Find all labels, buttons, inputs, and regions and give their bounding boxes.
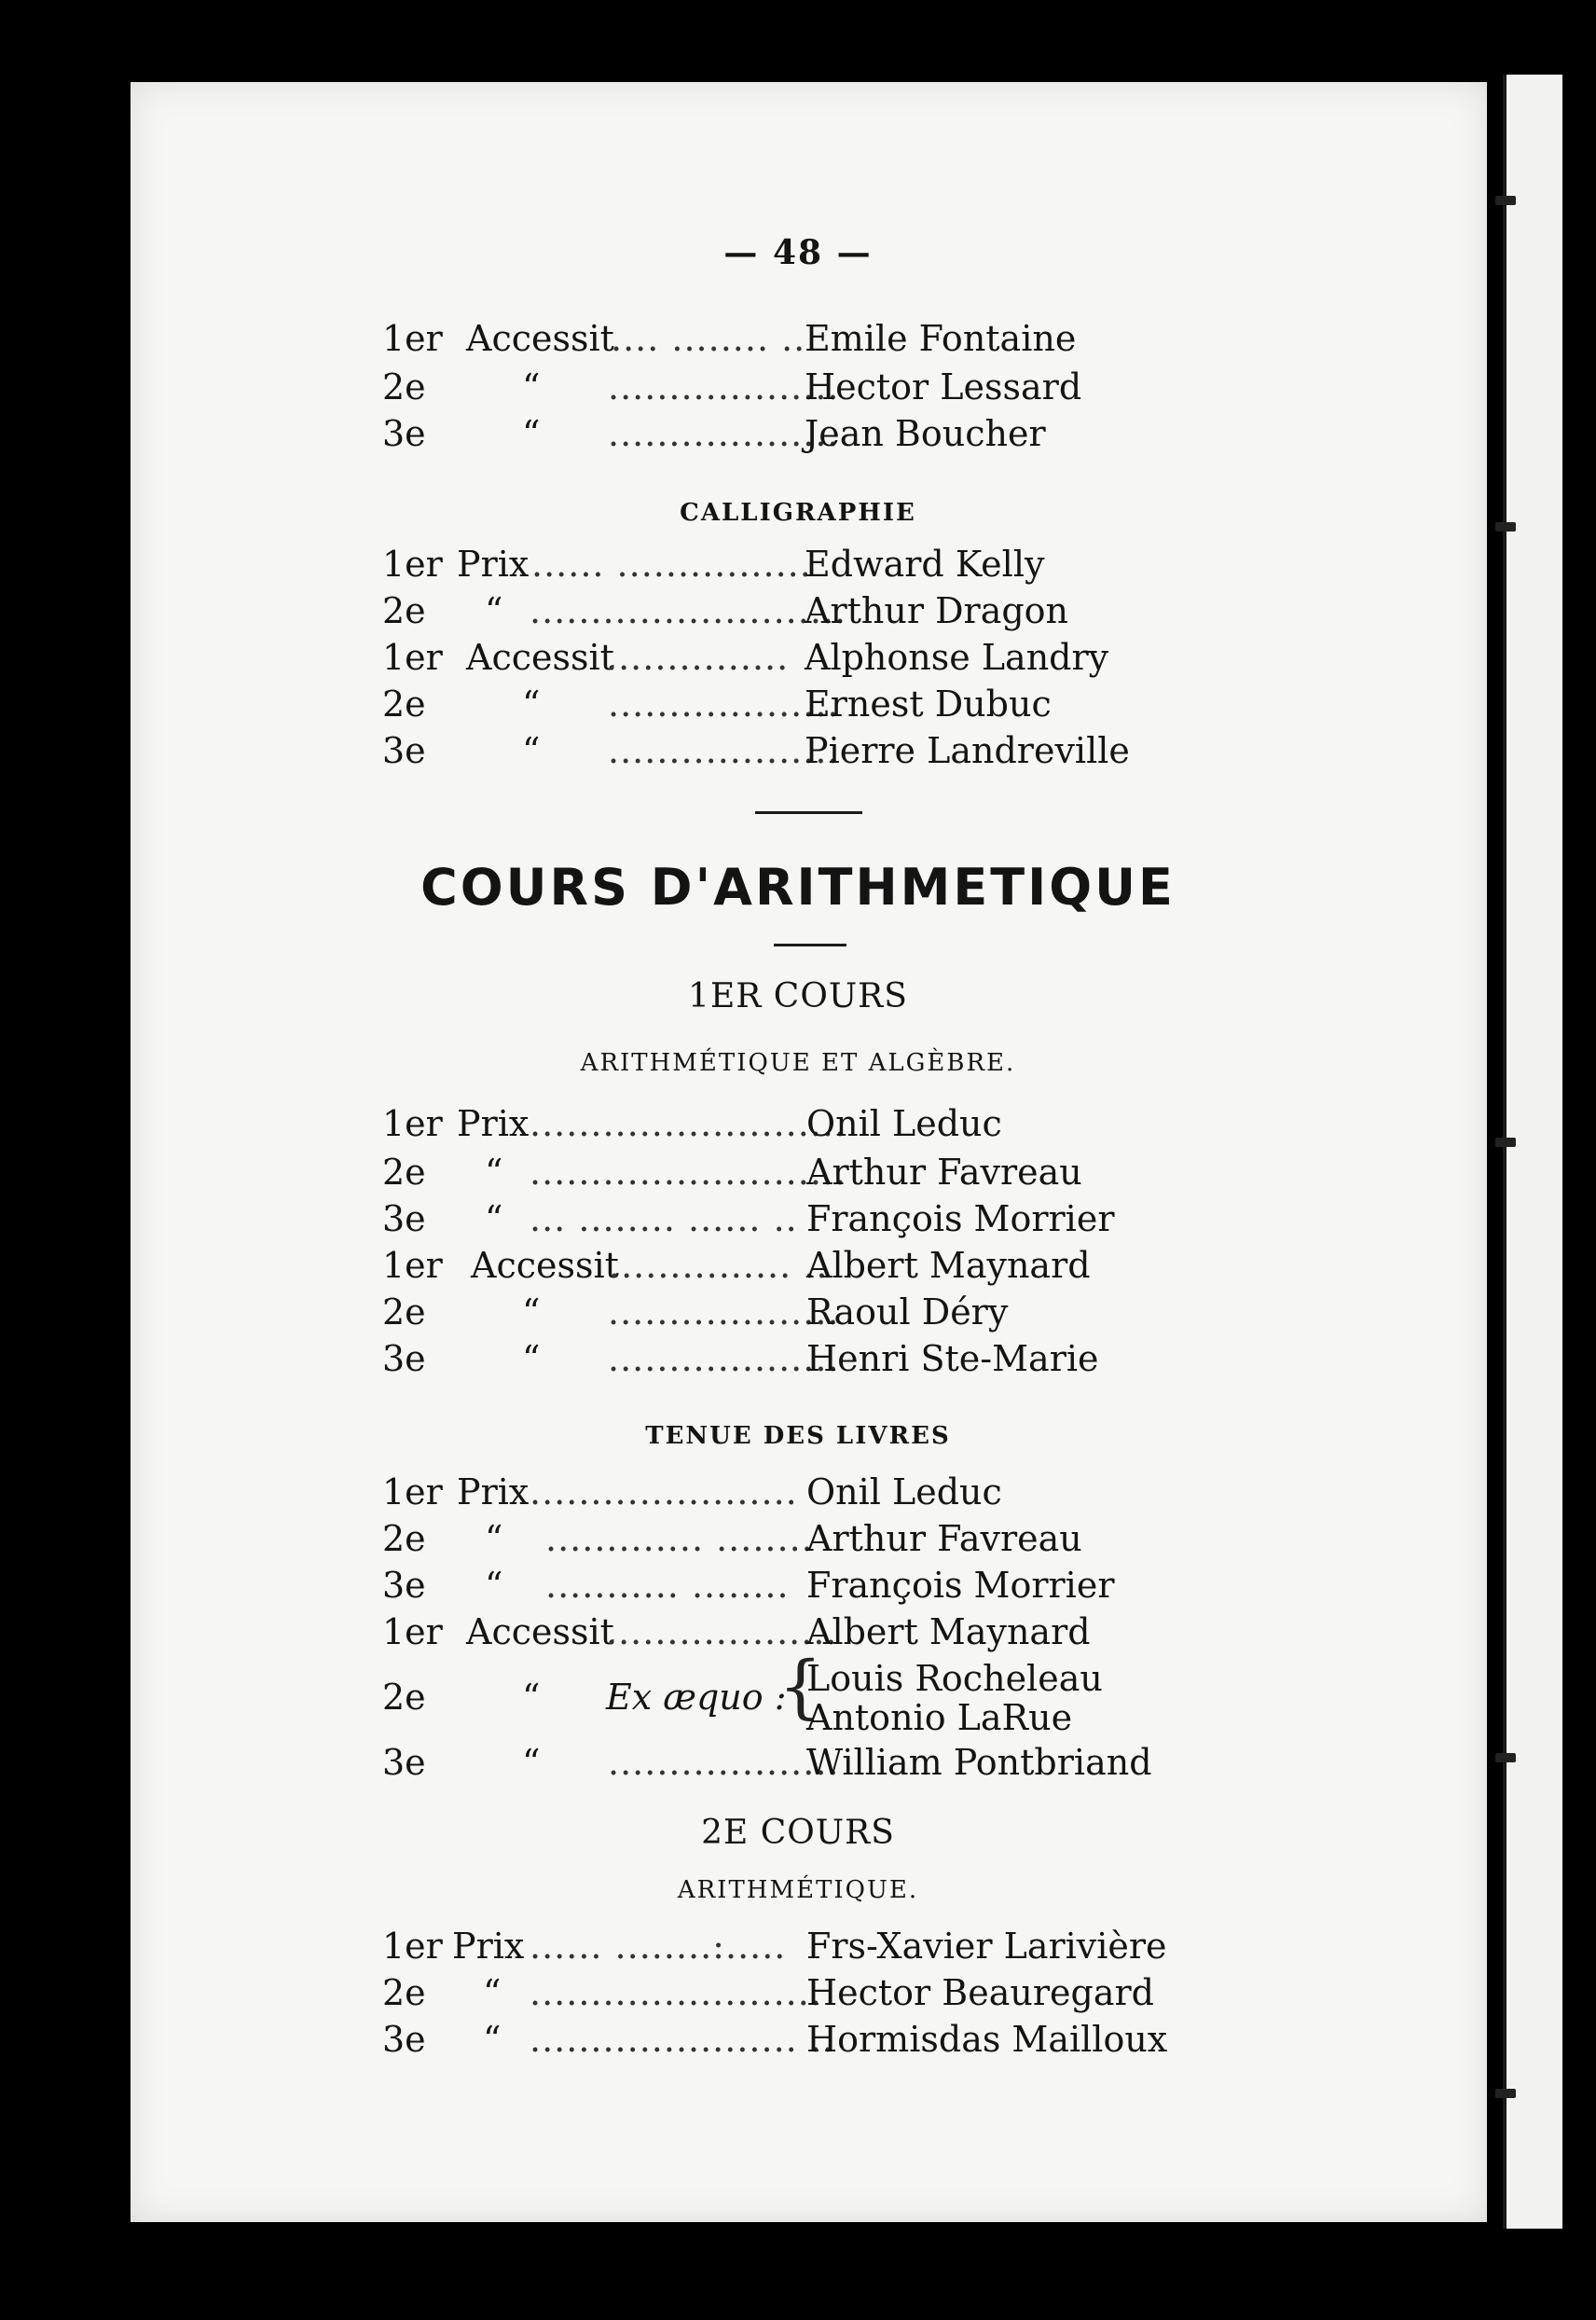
award-type: Accessit (466, 637, 614, 678)
dot-leader: .......................... (530, 1103, 847, 1144)
rank: 1er (382, 1611, 443, 1652)
student-name: Frs-Xavier Larivière (806, 1926, 1167, 1967)
student-name: Emile Fontaine (805, 318, 1077, 359)
list-item (0, 364, 1596, 410)
award-type: “ (483, 2019, 502, 2060)
list-item (0, 1694, 1596, 1741)
dot-leader: ........... ........ (545, 1565, 790, 1606)
student-name: Albert Maynard (806, 1611, 1091, 1652)
student-name: Ernest Dubuc (805, 684, 1052, 725)
rank: 3e (382, 1198, 426, 1239)
award-type: “ (522, 730, 541, 771)
award-type: “ (522, 413, 541, 454)
dot-leader: ................... (608, 1291, 840, 1333)
award-type: “ (485, 1518, 503, 1559)
dot-leader: ...................... (530, 1471, 798, 1512)
award-type: Accessit (466, 318, 614, 359)
student-name: Henri Ste-Marie (806, 1338, 1099, 1379)
section-divider (774, 944, 846, 946)
award-type: “ (483, 1972, 502, 2013)
award-type: Accessit (471, 1245, 619, 1286)
dot-leader: ...... ........:..... (530, 1926, 787, 1967)
page-number: — 48 — (723, 233, 873, 272)
rank: 1er (382, 1103, 443, 1144)
student-name: Raoul Déry (806, 1291, 1009, 1333)
dot-leader: .......................... (530, 1152, 847, 1193)
section-title-calligraphie: CALLIGRAPHIE (680, 499, 916, 527)
main-title: COURS D'ARITHMETIQUE (420, 858, 1176, 917)
rank: 2e (382, 684, 426, 725)
rank: 1er (382, 1245, 443, 1286)
dot-leader: ........................ (530, 1972, 822, 2013)
dot-leader: ...... ................ (531, 544, 812, 585)
rank: 3e (382, 1742, 426, 1783)
award-type: Prix (457, 1471, 530, 1512)
list-item (0, 634, 1596, 681)
cours-heading-1: 1ER COURS (688, 977, 908, 1015)
dot-leader: ... ........ ...... .. (530, 1198, 798, 1239)
section-divider (755, 811, 862, 814)
student-name: Onil Leduc (806, 1103, 1002, 1144)
cours-heading-2: 2E COURS (701, 1814, 895, 1852)
section-title-tenue-des-livres: TENUE DES LIVRES (645, 1422, 951, 1450)
rank: 2e (382, 1972, 426, 2013)
list-item (0, 410, 1596, 457)
list-item (0, 1149, 1596, 1195)
list-item (0, 1469, 1596, 1515)
student-name: Edward Kelly (805, 544, 1045, 585)
dot-leader: ................... (606, 1611, 838, 1652)
student-name: Pierre Landreville (805, 730, 1130, 771)
rank: 2e (382, 1518, 426, 1559)
student-name: Arthur Favreau (806, 1152, 1082, 1193)
list-item (0, 587, 1596, 634)
rank: 3e (382, 2019, 426, 2060)
rank: 1er (382, 318, 443, 359)
student-name: Antonio LaRue (806, 1697, 1073, 1738)
rank: 2e (382, 366, 426, 407)
rank: 2e (382, 1152, 426, 1193)
rank: 2e (382, 1291, 426, 1333)
award-type: Prix (452, 1926, 525, 1967)
list-item (0, 1335, 1596, 1382)
award-type: “ (522, 1291, 541, 1333)
student-name: Albert Maynard (806, 1245, 1091, 1286)
rank: 1er (382, 1471, 443, 1512)
student-name: Onil Leduc (806, 1471, 1002, 1512)
list-item (0, 1242, 1596, 1289)
list-item (0, 1969, 1596, 2016)
award-type: “ (485, 1198, 503, 1239)
dot-leader: ................... (608, 366, 840, 407)
list-item (0, 541, 1596, 587)
dot-leader: ............. ........ (545, 1518, 814, 1559)
dot-leader: .......................... (530, 590, 847, 631)
student-name: Hormisdas Mailloux (806, 2019, 1168, 2060)
student-name: Jean Boucher (805, 413, 1046, 454)
student-name: Hector Lessard (805, 366, 1082, 407)
rank: 3e (382, 1338, 426, 1379)
dot-leader: ............... .. (609, 1245, 829, 1286)
student-name: Louis Rocheleau (806, 1658, 1103, 1699)
list-item (0, 1923, 1596, 1969)
list-item (0, 1562, 1596, 1609)
award-type: “ (485, 1565, 503, 1606)
award-type: “ (522, 1742, 541, 1783)
rank: 2e (382, 1677, 426, 1718)
dot-leader: ................... (608, 1338, 840, 1379)
student-name: François Morrier (806, 1198, 1115, 1239)
dot-leader: ................... (608, 730, 840, 771)
list-item (0, 1289, 1596, 1335)
brace-symbol: { (778, 1647, 823, 1727)
list-item (0, 681, 1596, 727)
dot-leader: ................... (608, 1742, 840, 1783)
dot-leader: ................... (608, 413, 840, 454)
award-type: “ (522, 1338, 541, 1379)
student-name: William Pontbriand (806, 1742, 1152, 1783)
list-item (0, 1195, 1596, 1242)
dot-leader: ................... (608, 684, 840, 725)
award-type: “ (485, 1152, 503, 1193)
dot-leader: ............... (606, 637, 790, 678)
student-name: François Morrier (806, 1565, 1115, 1606)
award-type: “ (522, 684, 541, 725)
rank: 1er (382, 544, 443, 585)
section-title-arithmetique-algebre: ARITHMÉTIQUE ET ALGÈBRE. (580, 1049, 1016, 1077)
list-item (0, 1100, 1596, 1147)
award-type: “ (522, 1677, 541, 1718)
student-name: Arthur Favreau (806, 1518, 1082, 1559)
award-type: Prix (457, 1103, 530, 1144)
dot-leader: .... ........ .. (611, 318, 806, 359)
rank: 1er (382, 637, 443, 678)
award-type: Prix (457, 544, 530, 585)
list-item (0, 315, 1596, 362)
section-title-arithmetique: ARITHMÉTIQUE. (677, 1876, 919, 1904)
rank: 3e (382, 730, 426, 771)
rank: 1er (382, 1926, 443, 1967)
dot-leader: ...................... .. (530, 2019, 834, 2060)
list-item (0, 1515, 1596, 1562)
student-name: Hector Beauregard (806, 1972, 1154, 2013)
student-name: Alphonse Landry (805, 637, 1109, 678)
award-type: “ (522, 366, 541, 407)
rank: 3e (382, 413, 426, 454)
award-type: “ (485, 590, 503, 631)
list-item (0, 2016, 1596, 2063)
list-item (0, 1739, 1596, 1786)
rank: 3e (382, 1565, 426, 1606)
award-type: Accessit (466, 1611, 614, 1652)
student-name: Arthur Dragon (805, 590, 1069, 631)
ex-aequo-label: Ex æquo : (606, 1677, 787, 1718)
rank: 2e (382, 590, 426, 631)
list-item (0, 727, 1596, 774)
